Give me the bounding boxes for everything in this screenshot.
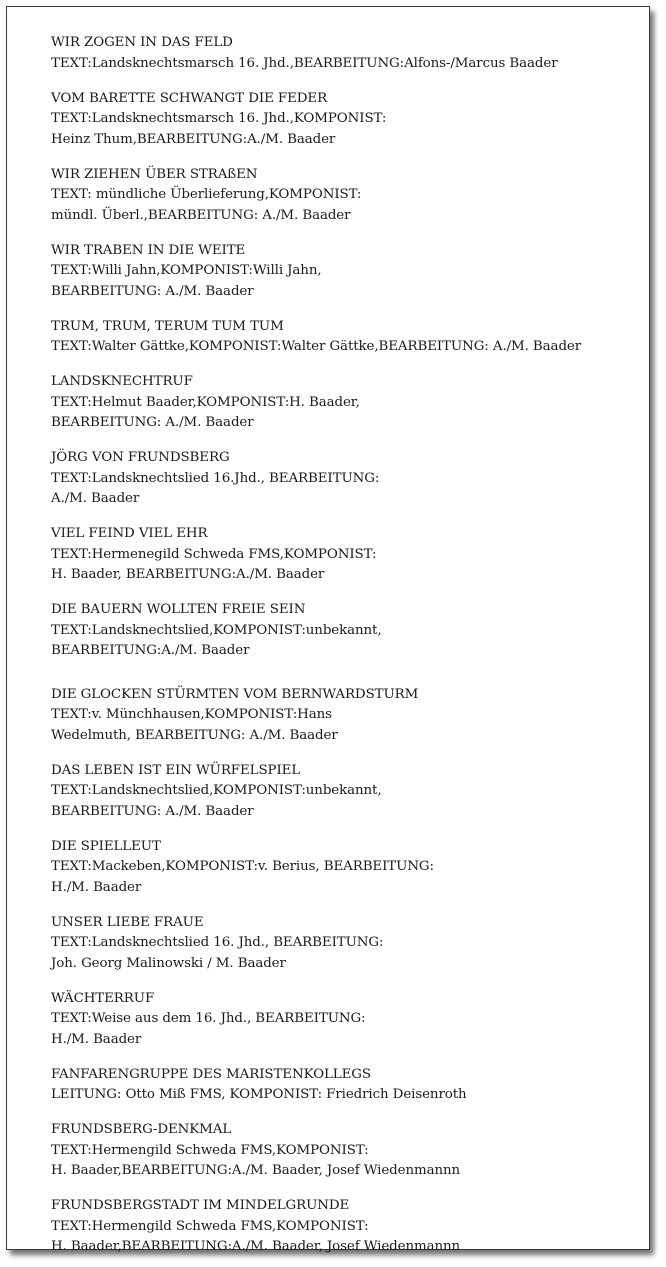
song-entry — [51, 372, 641, 434]
song-credits: TEXT:Walter Gättke,KOMPONIST:Walter Gättke,BEARBEITUNG: A./M. Baader — [51, 339, 582, 354]
song-credits: TEXT:Helmut Baader,KOMPONIST:H. Baader, — [51, 394, 360, 410]
song-list — [51, 33, 641, 1258]
song-credits: H. Baader,BEARBEITUNG:A./M. Baader, Josef Wiedenmannn — [51, 1239, 461, 1254]
song-title: WIR ZOGEN IN DAS FELD — [51, 35, 233, 50]
song-title: WÄCHTERRUF — [51, 990, 155, 1006]
song-title: WIR ZIEHEN ÜBER STRAßEN — [51, 166, 258, 182]
song-credits: H. Baader, BEARBEITUNG:A./M. Baader — [51, 567, 325, 582]
song-title: LANDSKNECHTRUF — [51, 374, 193, 389]
song-entry — [51, 685, 641, 747]
song-credits: TEXT:Weise aus dem 16. Jhd., BEARBEITUNG: — [51, 1011, 366, 1026]
song-credits: H./M. Baader — [51, 1031, 142, 1047]
song-title: FRUNDSBERG-DENKMAL — [51, 1122, 232, 1137]
song-entry — [51, 913, 641, 975]
song-credits: TEXT:Hermengild Schweda FMS,KOMPONIST: — [51, 1142, 369, 1158]
document-page — [6, 6, 650, 1254]
song-credits: A./M. Baader — [51, 491, 140, 506]
song-entry — [51, 1196, 641, 1258]
song-title: UNSER LIEBE FRAUE — [51, 914, 204, 930]
song-entry — [51, 89, 641, 151]
song-credits: TEXT:Landsknechtslied 16. Jhd., BEARBEITUNG: — [51, 935, 384, 950]
song-credits: TEXT:Landsknechtslied 16.Jhd., BEARBEITUNG: — [51, 470, 380, 486]
song-credits: Joh. Georg Malinowski / M. Baader — [51, 955, 286, 971]
song-entry — [51, 1120, 641, 1182]
song-credits: BEARBEITUNG: A./M. Baader — [51, 803, 254, 819]
song-entry — [51, 317, 641, 358]
song-entry — [51, 600, 641, 662]
song-credits: TEXT:Landsknechtslied,KOMPONIST:unbekannt, — [51, 622, 382, 638]
song-entry — [51, 837, 641, 899]
song-credits: TEXT:Landsknechtsmarsch 16. Jhd.,BEARBEITUNG:Alfons-/Marcus Baader — [51, 55, 558, 71]
song-title: TRUM, TRUM, TERUM TUM TUM — [51, 318, 284, 334]
song-entry — [51, 448, 641, 510]
song-credits: Wedelmuth, BEARBEITUNG: A./M. Baader — [51, 727, 338, 743]
song-title: VOM BARETTE SCHWANGT DIE FEDER — [51, 90, 328, 106]
song-credits: Heinz Thum,BEARBEITUNG:A./M. Baader — [51, 131, 336, 147]
song-entry — [51, 241, 641, 303]
song-title: DIE GLOCKEN STÜRMTEN VOM BERNWARDSTURM — [51, 686, 419, 702]
song-credits: TEXT:Landsknechtsmarsch 16. Jhd.,KOMPONIST: — [51, 111, 387, 126]
song-credits: TEXT:Landsknechtslied,KOMPONIST:unbekannt, — [51, 783, 382, 798]
song-credits: TEXT:Mackeben,KOMPONIST:v. Berius, BEARBEITUNG: — [51, 859, 434, 874]
song-title: VIEL FEIND VIEL EHR — [51, 526, 208, 541]
song-credits: BEARBEITUNG:A./M. Baader — [51, 643, 250, 658]
song-credits: TEXT:v. Münchhausen,KOMPONIST:Hans — [51, 707, 332, 722]
song-entry — [51, 989, 641, 1051]
song-credits: H./M. Baader — [51, 879, 142, 895]
song-credits: BEARBEITUNG: A./M. Baader — [51, 283, 254, 299]
song-entry — [51, 524, 641, 586]
song-credits: LEITUNG: Otto Miß FMS, KOMPONIST: Friedrich Deisenroth — [51, 1087, 467, 1102]
song-credits: H. Baader,BEARBEITUNG:A./M. Baader, Josef Wiedenmannn — [51, 1163, 461, 1178]
song-credits: mündl. Überl.,BEARBEITUNG: A./M. Baader — [51, 207, 351, 223]
song-credits: TEXT:Hermengild Schweda FMS,KOMPONIST: — [51, 1218, 369, 1234]
song-title: FANFARENGRUPPE DES MARISTENKOLLEGS — [51, 1066, 371, 1082]
song-credits: TEXT: mündliche Überlieferung,KOMPONIST: — [51, 187, 362, 202]
song-title: JÖRG VON FRUNDSBERG — [51, 450, 230, 465]
song-entry — [51, 33, 641, 74]
song-entry — [51, 165, 641, 227]
song-title: DIE SPIELLEUT — [51, 838, 161, 854]
song-credits: BEARBEITUNG: A./M. Baader — [51, 415, 254, 430]
song-title: DAS LEBEN IST EIN WÜRFELSPIEL — [51, 762, 301, 778]
song-credits: TEXT:Hermenegild Schweda FMS,KOMPONIST: — [51, 546, 377, 562]
song-title: DIE BAUERN WOLLTEN FREIE SEIN — [51, 602, 306, 617]
song-entry — [51, 761, 641, 823]
song-title: FRUNDSBERGSTADT IM MINDELGRUNDE — [51, 1198, 350, 1213]
song-title: WIR TRABEN IN DIE WEITE — [51, 242, 246, 258]
song-entry — [51, 1065, 641, 1106]
song-credits: TEXT:Willi Jahn,KOMPONIST:Willi Jahn, — [51, 263, 322, 278]
